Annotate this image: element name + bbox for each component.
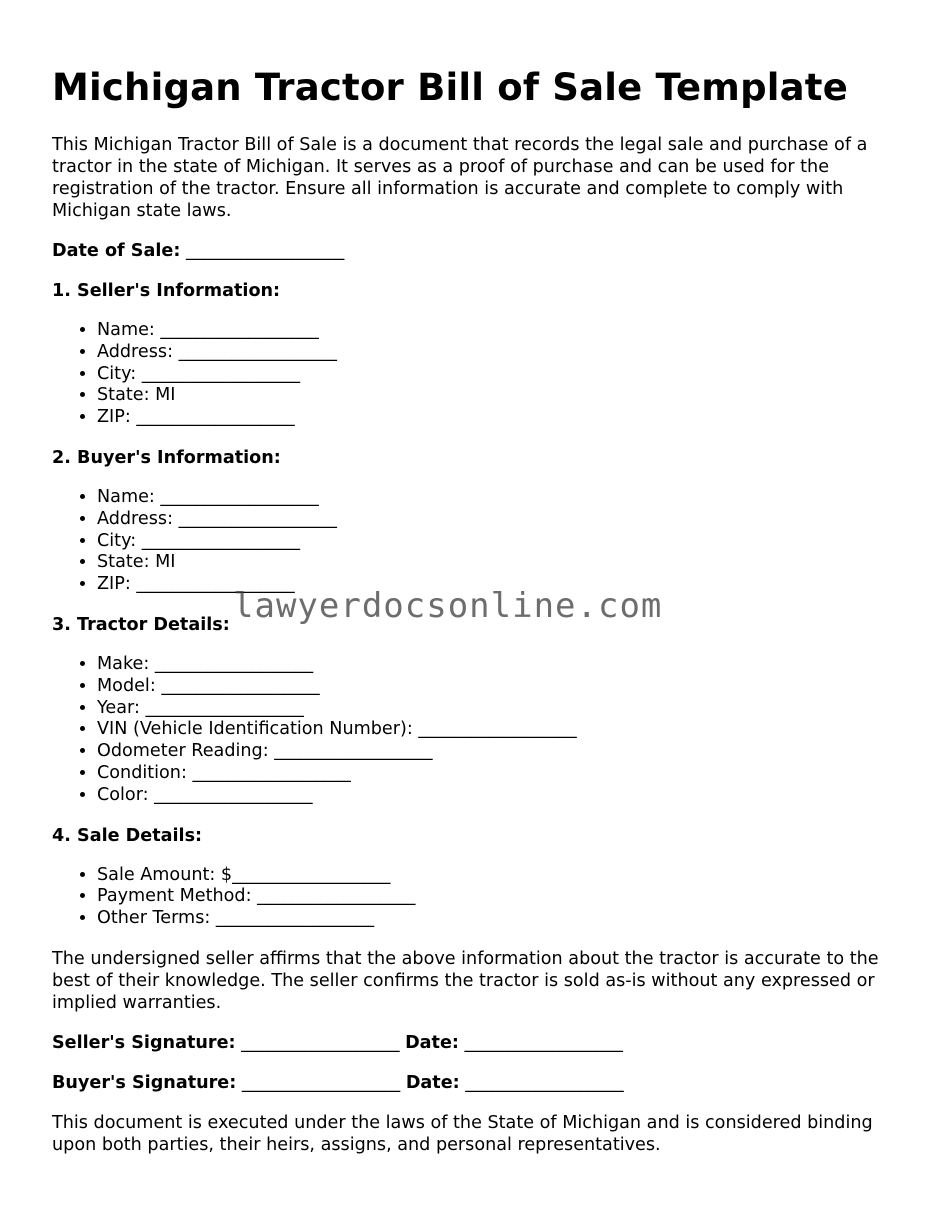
- sale-details-list: [52, 865, 902, 930]
- seller-signature-label: Seller's Signature:: [52, 1032, 236, 1053]
- seller-zip-item: • ZIP: __________________: [97, 407, 902, 429]
- tractor-condition-item: • Condition: __________________: [97, 763, 902, 785]
- seller-info-list: [52, 320, 902, 429]
- tractor-year-item: • Year: __________________: [97, 698, 902, 720]
- seller-state-item: • State: MI: [97, 385, 902, 407]
- seller-signature-blank: __________________: [241, 1032, 400, 1053]
- buyer-heading: 2. Buyer's Information:: [52, 447, 281, 468]
- date-of-sale-blank: __________________: [185, 241, 345, 261]
- closing-paragraph: This document is executed under the laws of the State of Michigan and is considered binding upon both parties, their heirs, assigns, and personal representatives.: [52, 1112, 873, 1155]
- buyer-zip-item: • ZIP: __________________: [97, 574, 902, 596]
- affirmation-paragraph: The undersigned seller affirms that the above information about the tractor is accurate to the best of their knowledge. The seller confirms the tractor is sold as-is without any expressed or implied warranties.: [52, 948, 879, 1013]
- buyer-date-label: Date:: [405, 1072, 460, 1093]
- buyer-city-item: • City: __________________: [97, 531, 902, 553]
- tractor-odometer-item: • Odometer Reading: __________________: [97, 741, 902, 763]
- seller-signature-line: [52, 1032, 902, 1054]
- page-title: Michigan Tractor Bill of Sale Template: [52, 66, 848, 109]
- date-of-sale-label: Date of Sale:: [52, 241, 181, 261]
- seller-heading: 1. Seller's Information:: [52, 281, 281, 301]
- seller-date-blank: __________________: [464, 1032, 623, 1053]
- tractor-model-item: • Model: __________________: [97, 676, 902, 698]
- buyer-state-item: • State: MI: [97, 552, 902, 574]
- other-terms-item: • Other Terms: __________________: [97, 908, 902, 930]
- sale-heading: 4. Sale Details:: [52, 825, 203, 846]
- tractor-vin-item: • VIN (Vehicle Identification Number): __________________: [97, 719, 902, 741]
- intro-paragraph: This Michigan Tractor Bill of Sale is a document that records the legal sale and purchase of a tractor in the state of Michigan. It serves as a proof of purchase and can be used for the registration of the tractor. Ensure all information is accurate and complete to comply with Michigan state laws.: [52, 135, 868, 221]
- tractor-heading: 3. Tractor Details:: [52, 614, 230, 635]
- sale-amount-item: • Sale Amount: $__________________: [97, 865, 902, 887]
- seller-address-item: • Address: __________________: [97, 342, 902, 364]
- tractor-make-item: • Make: __________________: [97, 654, 902, 676]
- buyer-signature-line: [52, 1072, 902, 1094]
- seller-city-item: • City: __________________: [97, 364, 902, 386]
- date-of-sale-line: [52, 240, 902, 262]
- buyer-signature-blank: __________________: [241, 1072, 401, 1093]
- watermark-text: lawyerdocsonline.com: [233, 586, 663, 626]
- payment-method-item: • Payment Method: __________________: [97, 886, 902, 908]
- tractor-details-list: [52, 654, 902, 807]
- buyer-signature-label: Buyer's Signature:: [52, 1072, 237, 1093]
- buyer-date-blank: __________________: [465, 1072, 624, 1093]
- buyer-info-list: [52, 487, 902, 596]
- seller-date-label: Date:: [405, 1032, 459, 1053]
- buyer-address-item: • Address: __________________: [97, 509, 902, 531]
- tractor-color-item: • Color: __________________: [97, 785, 902, 807]
- buyer-name-item: • Name: __________________: [97, 487, 902, 509]
- seller-name-item: • Name: __________________: [97, 320, 902, 342]
